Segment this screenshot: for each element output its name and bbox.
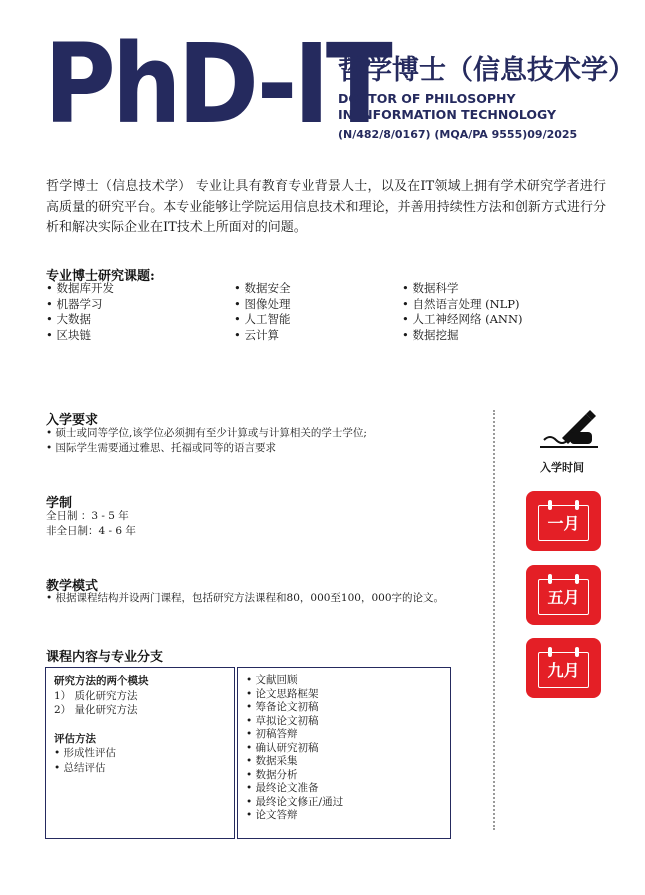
intro-paragraph: 哲学博士（信息技术学） 专业让具有教育专业背景人士，以及在IT领域上拥有学术研究学者进行高质量的研究平台。本专业能够让学院运用信息技术和理论，并善用持续性方法和创新方式进行分析和解决实际企业在IT技术上所面对的问题。: [46, 179, 606, 235]
thesis-step: • 数据采集: [246, 755, 298, 767]
assessment-item: • 形成性评估: [54, 747, 117, 759]
assessment-item: • 总结评估: [54, 761, 106, 774]
thesis-step: • 确认研究初稿: [246, 741, 319, 754]
topic-item: • 机器学习: [46, 296, 103, 311]
admission-item: • 国际学生需要通过雅思、托福或同等的语言要求: [46, 442, 277, 454]
methods-box: [45, 667, 235, 839]
topic-item: • 图像处理: [234, 296, 291, 311]
assessment-heading: 评估方法: [54, 732, 96, 745]
duration-list: [46, 509, 136, 539]
program-title-en-line1: DOCTOR OF PHILOSOPHY: [338, 91, 516, 106]
program-title-cn: 哲学博士（信息技术学）: [338, 55, 635, 86]
intake-month: 五月: [547, 588, 580, 607]
duration-heading: 学制: [46, 496, 73, 511]
admission-heading: 入学要求: [46, 413, 99, 428]
methods-heading: 研究方法的两个模块: [54, 675, 149, 687]
thesis-step: • 文献回顾: [246, 674, 298, 686]
program-title-block: [338, 48, 635, 141]
topic-item: • 数据库开发: [46, 281, 114, 295]
calendar-icon-january: [526, 491, 601, 551]
dotted-divider: [493, 410, 495, 830]
teaching-heading: 教学模式: [46, 579, 99, 594]
research-topics-grid: [46, 281, 576, 343]
program-title-en-line2: IN INFORMATION TECHNOLOGY: [338, 107, 557, 122]
intake-month: 一月: [547, 514, 580, 533]
topic-item: • 区块链: [46, 327, 91, 342]
topic-item: • 数据科学: [402, 281, 459, 295]
topic-item: • 人工神经网络 (ANN): [402, 312, 523, 326]
admission-item: • 硕士或同等学位,该学位必须拥有至少计算或与计算相关的学士学位;: [46, 427, 367, 439]
topic-item: • 大数据: [46, 312, 91, 326]
thesis-step: • 论文思路框架: [246, 687, 319, 700]
admission-list: [46, 426, 367, 456]
pen-signing-icon: [540, 410, 598, 448]
topic-item: • 自然语言处理 (NLP): [402, 296, 520, 311]
part-time-duration: 非全日制：4 - 6 年: [46, 525, 136, 537]
program-title-en: [338, 91, 635, 123]
research-topics-heading: 专业博士研究课题:: [46, 269, 155, 284]
accreditation-code: (N/482/8/0167) (MQA/PA 9555)09/2025: [338, 128, 578, 141]
curriculum-heading: 课程内容与专业分支: [46, 650, 164, 665]
thesis-step: • 论文答辩: [246, 809, 298, 821]
intake-month: 九月: [547, 661, 580, 680]
thesis-steps-box: [237, 667, 451, 839]
topic-item: • 数据安全: [234, 281, 291, 295]
topic-item: • 人工智能: [234, 312, 291, 326]
thesis-step: • 筹备论文初稿: [246, 701, 319, 713]
thesis-step: • 草拟论文初稿: [246, 714, 319, 727]
method-item: 1） 质化研究方法: [54, 689, 138, 702]
thesis-step: • 数据分析: [246, 768, 298, 781]
teaching-text: • 根据课程结构并设两门课程，包括研究方法课程和80，000至100，000字的论文。: [46, 592, 445, 604]
thesis-step: • 最终论文准备: [246, 782, 319, 794]
topic-item: • 云计算: [234, 327, 279, 342]
phd-it-logo: PhD-IT: [44, 21, 389, 149]
method-item: 2） 量化研究方法: [54, 704, 138, 716]
topic-item: • 数据挖掘: [402, 327, 459, 342]
intake-label: 入学时间: [540, 461, 584, 474]
full-time-duration: 全日制 ：3 - 5 年: [46, 510, 129, 522]
thesis-step: • 初稿答辩: [246, 728, 298, 740]
thesis-step: • 最终论文修正/通过: [246, 795, 344, 808]
calendar-icon-september: [526, 638, 601, 698]
calendar-icon-may: [526, 565, 601, 625]
